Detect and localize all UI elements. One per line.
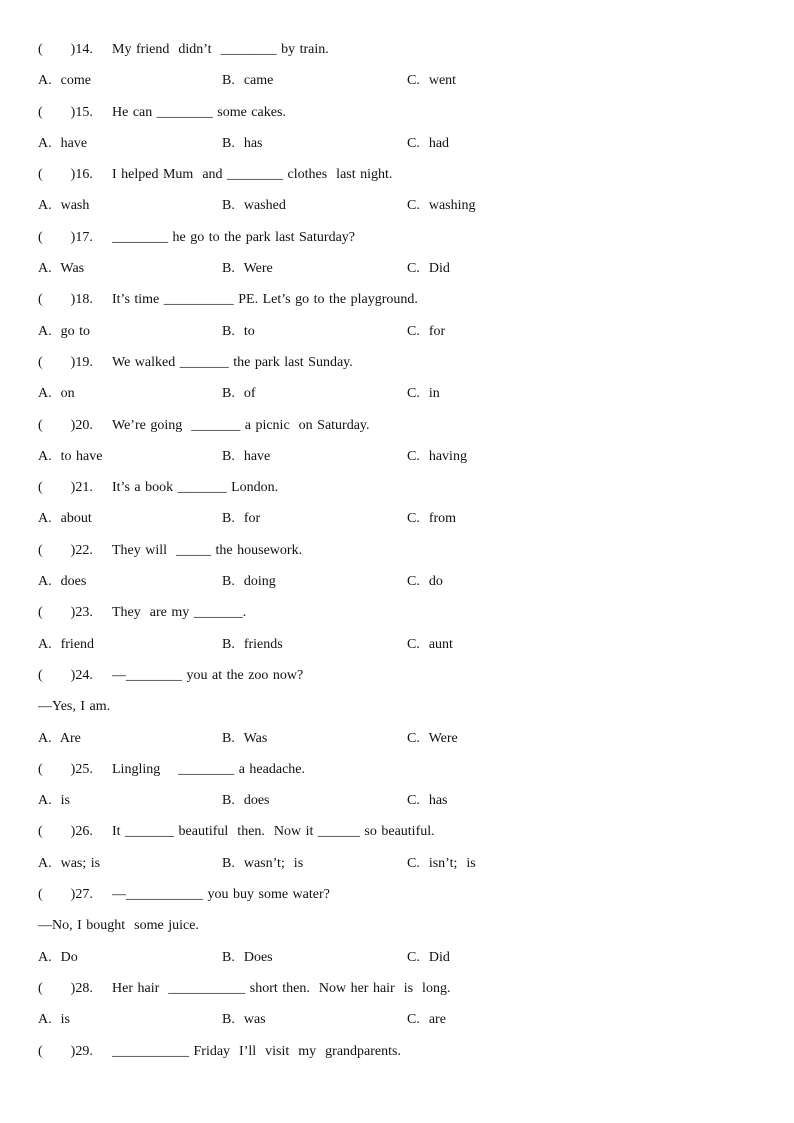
options-line: [38, 509, 758, 540]
options-line: [38, 948, 758, 979]
question-text: We walked _______ the park last Sunday.: [112, 354, 353, 370]
question-line: [38, 353, 758, 384]
question-text: —________ you at the zoo now?: [112, 667, 304, 683]
question-line: [38, 822, 758, 853]
option-b: B. Was: [222, 730, 268, 746]
options-line: [38, 196, 758, 227]
option-a: A. about: [38, 511, 92, 527]
option-c: C. Did: [407, 949, 450, 965]
option-c: C. from: [407, 511, 457, 527]
option-b: B. wasn’t; is: [222, 855, 304, 871]
option-a: A. Do: [38, 949, 78, 965]
option-b: B. was: [222, 1012, 266, 1028]
question-line: [38, 1042, 758, 1073]
dialogue-response: —No, I bought some juice.: [38, 918, 199, 934]
option-b: B. doing: [222, 574, 276, 590]
option-b: B. came: [222, 73, 274, 89]
question-text: It’s time __________ PE. Let’s go to the playground.: [112, 292, 418, 308]
option-c: C. for: [407, 323, 446, 339]
worksheet: [38, 40, 758, 1073]
question-text: I helped Mum and ________ clothes last night.: [112, 167, 393, 183]
question-text: It _______ beautiful then. Now it ______ so beautiful.: [112, 824, 435, 840]
option-a: A. Are: [38, 730, 81, 746]
question-line: [38, 290, 758, 321]
answer-blank-number: ( )23.: [38, 605, 93, 621]
options-line: [38, 791, 758, 822]
question-text: My friend didn’t ________ by train.: [112, 42, 329, 57]
question-text: Lingling ________ a headache.: [112, 761, 306, 777]
options-line: [38, 259, 758, 290]
question-text: They will _____ the housework.: [112, 542, 303, 558]
answer-blank-number: ( )16.: [38, 167, 93, 183]
options-line: [38, 447, 758, 478]
question-line: [38, 165, 758, 196]
options-line: [38, 134, 758, 165]
answer-blank-number: ( )25.: [38, 761, 93, 777]
option-b: B. does: [222, 793, 270, 809]
option-a: A. wash: [38, 198, 90, 214]
question-line: [38, 478, 758, 509]
question-text: ________ he go to the park last Saturday?: [112, 229, 356, 245]
option-b: B. friends: [222, 636, 283, 652]
options-line: [38, 71, 758, 102]
answer-blank-number: ( )26.: [38, 824, 93, 840]
option-b: B. for: [222, 511, 261, 527]
question-line: [38, 416, 758, 447]
option-a: A. on: [38, 386, 75, 402]
option-a: A. come: [38, 73, 91, 89]
question-line: [38, 40, 758, 71]
question-line: [38, 228, 758, 259]
option-a: A. Was: [38, 261, 85, 277]
question-line: [38, 760, 758, 791]
option-a: A. to have: [38, 448, 103, 464]
dialogue-response: —Yes, I am.: [38, 699, 111, 715]
option-a: A. was; is: [38, 855, 101, 871]
options-line: [38, 322, 758, 353]
option-c: C. in: [407, 386, 440, 402]
question-text: It’s a book _______ London.: [112, 480, 279, 496]
question-line: [38, 885, 758, 916]
answer-blank-number: ( )29.: [38, 1043, 93, 1059]
option-a: A. does: [38, 574, 87, 590]
option-c: C. Did: [407, 261, 450, 277]
option-c: C. aunt: [407, 636, 453, 652]
question-line: [38, 666, 758, 697]
option-c: C. has: [407, 793, 448, 809]
options-line: [38, 1010, 758, 1041]
option-c: C. Were: [407, 730, 458, 746]
question-text: Her hair ___________ short then. Now her hair is long.: [112, 980, 451, 996]
question-text: ___________ Friday I’ll visit my grandparents.: [112, 1043, 401, 1059]
option-c: C. washing: [407, 198, 476, 214]
option-a: A. is: [38, 793, 70, 809]
answer-blank-number: ( )21.: [38, 480, 93, 496]
option-b: B. to: [222, 323, 255, 339]
answer-blank-number: ( )18.: [38, 292, 93, 308]
option-c: C. having: [407, 448, 467, 464]
answer-blank-number: ( )24.: [38, 667, 93, 683]
question-line: [38, 603, 758, 634]
answer-blank-number: ( )22.: [38, 542, 93, 558]
answer-blank-number: ( )14.: [38, 42, 93, 57]
question-line: [38, 103, 758, 134]
answer-blank-number: ( )15.: [38, 104, 93, 120]
question-text: He can ________ some cakes.: [112, 104, 286, 120]
answer-blank-number: ( )27.: [38, 887, 93, 903]
options-line: [38, 635, 758, 666]
question-line: [38, 979, 758, 1010]
option-a: A. friend: [38, 636, 95, 652]
option-b: B. Were: [222, 261, 273, 277]
option-a: A. is: [38, 1012, 70, 1028]
option-c: C. are: [407, 1012, 446, 1028]
option-a: A. have: [38, 135, 88, 151]
question-text: They are my _______.: [112, 605, 247, 621]
answer-blank-number: ( )17.: [38, 229, 93, 245]
option-c: C. do: [407, 574, 443, 590]
answer-blank-number: ( )28.: [38, 980, 93, 996]
option-b: B. have: [222, 448, 271, 464]
option-b: B. washed: [222, 198, 286, 214]
question-text: We’re going _______ a picnic on Saturday.: [112, 417, 370, 433]
answer-blank-number: ( )20.: [38, 417, 93, 433]
question-line: [38, 541, 758, 572]
options-line: [38, 572, 758, 603]
options-line: [38, 854, 758, 885]
option-c: C. isn’t; is: [407, 855, 476, 871]
option-c: C. had: [407, 135, 450, 151]
question-text: —___________ you buy some water?: [112, 887, 330, 903]
option-c: C. went: [407, 73, 457, 89]
option-b: B. has: [222, 135, 263, 151]
options-line: [38, 729, 758, 760]
option-a: A. go to: [38, 323, 90, 339]
option-b: B. of: [222, 386, 256, 402]
option-b: B. Does: [222, 949, 273, 965]
options-line: [38, 384, 758, 415]
answer-blank-number: ( )19.: [38, 354, 93, 370]
